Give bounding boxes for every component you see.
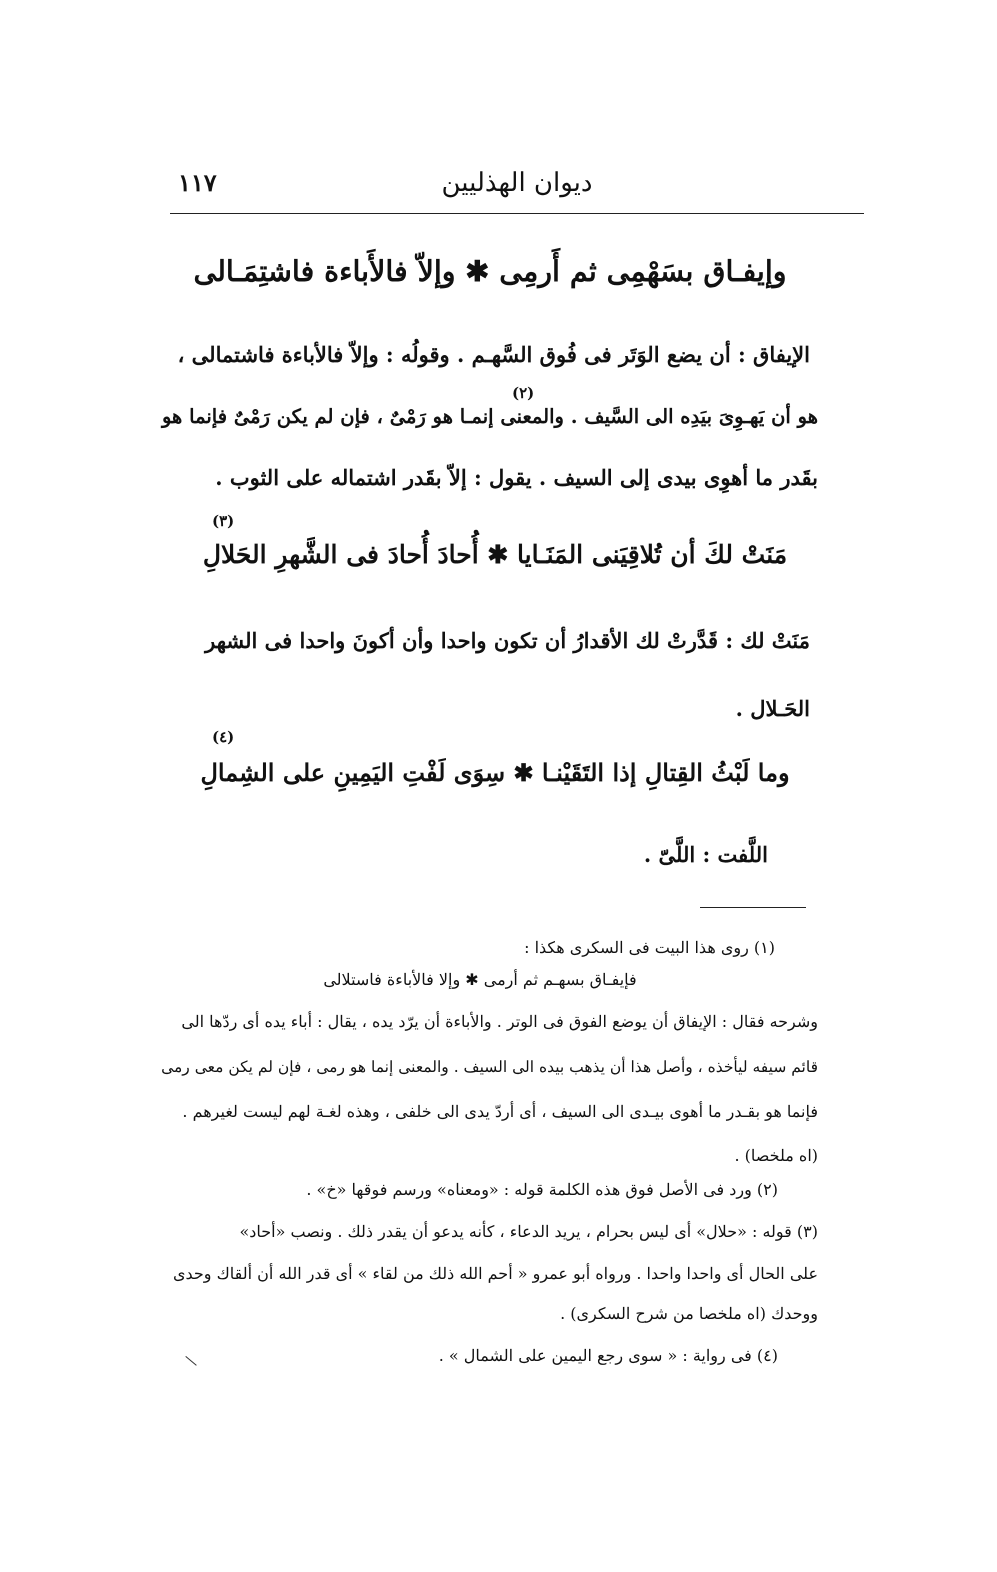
header-rule bbox=[170, 213, 864, 214]
stray-pen-mark bbox=[185, 1356, 196, 1366]
footnotes-rule bbox=[700, 907, 806, 908]
footnote-marker-2: (٢) bbox=[512, 384, 535, 402]
commentary-2-line-1: مَنَتْ لك : قَدَّرتْ لك الأقدارُ أن تكون واحدا وأن أكونَ واحدا فى الشهر bbox=[205, 628, 810, 653]
footnote-1-line-1: وشرحه فقال : الإيفاق أن يوضع الفوق فى الوتر . والأباءة أن يرّد يده ، يقال : أباء يده أى ردّها الى bbox=[181, 1012, 818, 1031]
footnote-marker-3: (٣) bbox=[212, 512, 235, 530]
footnote-marker-4: (٤) bbox=[212, 728, 235, 746]
footnote-4: (٤) فى رواية : « سوى رجع اليمين على الشمال » . bbox=[438, 1346, 778, 1365]
footnote-1-line-3: فإنما هو بقـدر ما أهوى بيـدى الى السيف ، أى أردّ يدى الى خلفى ، وهذه لغـة لهم ليست لغيرهم . bbox=[182, 1102, 818, 1121]
footnote-1-verse: فإيفـاق بسهـم ثم أرمى ✱ وإلا فالأباءة فاستلالى bbox=[323, 970, 637, 989]
footnote-1-line-2: قائم سيفه ليأخذه ، وأصل هذا أن يذهب بيده الى السيف . والمعنى إنما هو رمى ، فإن لم يكن معى رمى bbox=[161, 1058, 818, 1076]
footnote-2: (٢) ورد فى الأصل فوق هذه الكلمة قوله : «ومعناه» ورسم فوقها «خ» . bbox=[306, 1180, 778, 1199]
verse-2: مَنَتْ لكَ أن تُلاقِيَنى المَنَـايا ✱ أُحادَ أُحادَ فى الشَّهرِ الحَلالِ bbox=[202, 540, 788, 569]
footnote-3-line-3: ووحدك (اه ملخصا من شرح السكرى) . bbox=[560, 1304, 818, 1323]
commentary-1-line-1: الإيفاق : أن يضع الوَتَر فى فُوق السَّهـم . وقولُه : وإلاّ فالأباءة فاشتمالى ، bbox=[177, 342, 810, 367]
footnote-1-line-4: (اه ملخصا) . bbox=[734, 1146, 818, 1165]
running-title: ديوان الهذليين bbox=[441, 168, 593, 198]
commentary-3: اللَّفت : اللَّىّ . bbox=[643, 842, 768, 867]
page-number: ١١٧ bbox=[178, 168, 217, 197]
commentary-1-line-3: بقَدر ما أهوِى بيدى إلى السيف . يقول : إلاّ بقَدر اشتماله على الثوب . bbox=[215, 465, 818, 490]
footnote-3-line-2: على الحال أى واحدا واحدا . ورواه أبو عمرو « أحم الله ذلك من لقاء » أى قدر الله أن ألقاك وحدى bbox=[172, 1264, 818, 1283]
commentary-1-line-2: هو أن يَهـوِىَ بيَدِه الى السَّيف . والمعنى إنمـا هو رَمْىٌ ، فإن لم يكن رَمْىٌ فإنما هو bbox=[161, 405, 818, 428]
page-header bbox=[170, 168, 864, 204]
commentary-2-line-2: الحَـلال . bbox=[735, 696, 810, 721]
verse-3: وما لَبْثُ القِتالِ إذا التَقَيْنـا ✱ سِوَى لَفْتِ اليَمِينِ على الشِمالِ bbox=[200, 758, 790, 787]
footnote-3-line-1: (٣) قوله : «حلال» أى ليس بحرام ، يريد الدعاء ، كأنه يدعو أن يقدر ذلك . ونصب «أحاد» bbox=[239, 1222, 818, 1241]
verse-1: وإيفـاق بسَهْمِى ثم أَرمِى ✱ وإلاّ فالأَباءة فاشتِمَـالى bbox=[193, 254, 787, 288]
footnote-1-intro: (١) روى هذا البيت فى السكرى هكذا : bbox=[524, 938, 775, 957]
